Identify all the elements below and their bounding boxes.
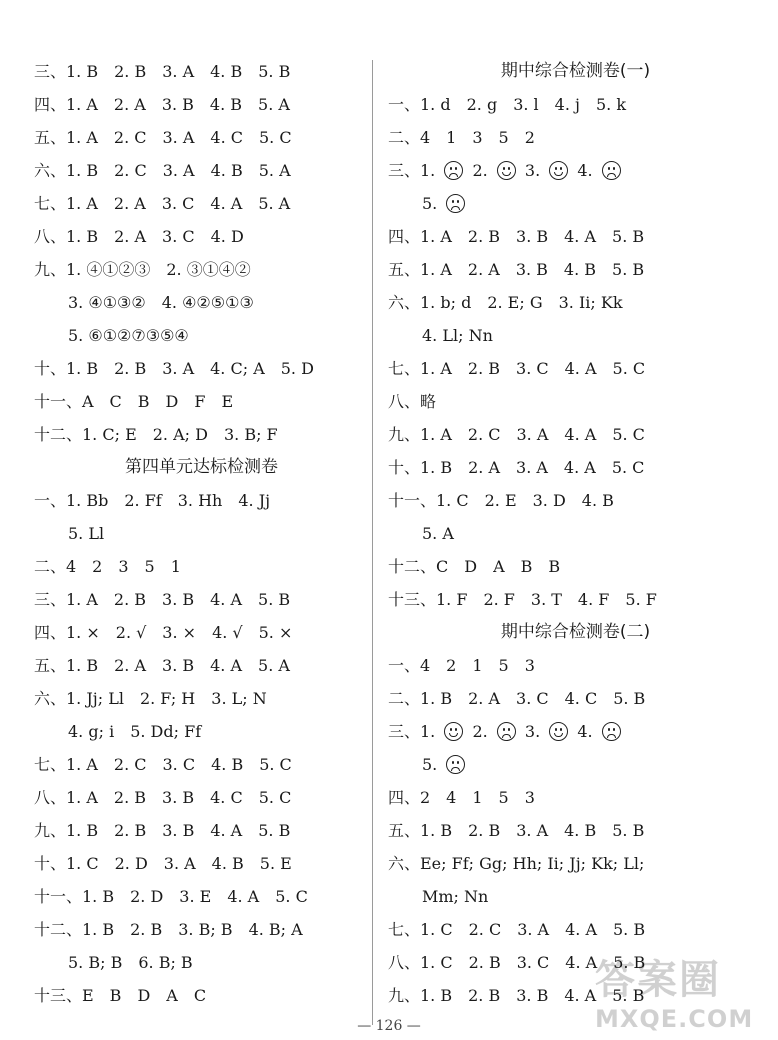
answer-line: 九、1. B 2. B 3. B 4. A 5. B bbox=[388, 986, 645, 1005]
answer-line: 一、4 2 1 5 3 bbox=[388, 656, 535, 675]
answer-line: 七、1. A 2. C 3. C 4. B 5. C bbox=[34, 755, 292, 774]
left-column bbox=[34, 55, 369, 1012]
answer-line: 5. A bbox=[422, 524, 454, 543]
item-number: 5. bbox=[422, 755, 438, 774]
item-number: 2. bbox=[472, 722, 488, 741]
answer-line: 十一、A C B D F E bbox=[34, 392, 234, 411]
answer-line: 四、2 4 1 5 3 bbox=[388, 788, 535, 807]
answer-line: 三、1. A 2. B 3. B 4. A 5. B bbox=[34, 590, 291, 609]
answer-line: 四、1. × 2. √ 3. × 4. √ 5. × bbox=[34, 623, 293, 642]
answer-line: 九、1. B 2. B 3. B 4. A 5. B bbox=[34, 821, 291, 840]
question-label: 三、1. bbox=[388, 722, 436, 741]
sad-face-icon bbox=[444, 161, 463, 180]
face-answer-line bbox=[388, 154, 763, 187]
watermark-logo bbox=[595, 948, 770, 1036]
answer-line: 二、1. B 2. A 3. C 4. C 5. B bbox=[388, 689, 646, 708]
answer-line: 5. ⑥①②⑦③⑤④ bbox=[68, 326, 189, 345]
item-number: 4. bbox=[577, 722, 593, 741]
answer-line: 十三、E B D A C bbox=[34, 986, 207, 1005]
answer-line: 五、1. B 2. B 3. A 4. B 5. B bbox=[388, 821, 645, 840]
answer-line: 七、1. A 2. A 3. C 4. A 5. A bbox=[34, 194, 291, 213]
section-title: 第四单元达标检测卷 bbox=[125, 457, 278, 477]
sad-face-icon bbox=[497, 722, 516, 741]
happy-face-icon bbox=[444, 722, 463, 741]
answer-line: 三、1. B 2. B 3. A 4. B 5. B bbox=[34, 62, 291, 81]
answer-line: 3. ④①③② 4. ④②⑤①③ bbox=[68, 293, 254, 312]
answer-line: 八、1. C 2. B 3. C 4. A 5. B bbox=[388, 953, 646, 972]
section-title: 期中综合检测卷(一) bbox=[500, 61, 651, 81]
sad-face-icon bbox=[446, 194, 465, 213]
sad-face-icon bbox=[446, 755, 465, 774]
answer-line: 十、1. C 2. D 3. A 4. B 5. E bbox=[34, 854, 292, 873]
face-answer-line bbox=[388, 748, 763, 781]
answer-line: 一、1. d 2. g 3. l 4. j 5. k bbox=[388, 95, 627, 114]
answer-line: 四、1. A 2. B 3. B 4. A 5. B bbox=[388, 227, 645, 246]
answer-line: 四、1. A 2. A 3. B 4. B 5. A bbox=[34, 95, 290, 114]
item-number: 2. bbox=[472, 161, 488, 180]
sad-face-icon bbox=[602, 161, 621, 180]
item-number: 4. bbox=[577, 161, 593, 180]
answer-line: 十一、1. C 2. E 3. D 4. B bbox=[388, 491, 614, 510]
answer-line: 五、1. B 2. A 3. B 4. A 5. A bbox=[34, 656, 290, 675]
answer-line: 十二、1. B 2. B 3. B; B 4. B; A bbox=[34, 920, 303, 939]
answer-line: 七、1. C 2. C 3. A 4. A 5. B bbox=[388, 920, 646, 939]
answer-line: 九、1. ④①②③ 2. ③①④② bbox=[34, 260, 251, 279]
face-answer-line bbox=[388, 187, 763, 220]
answer-line: 八、1. B 2. A 3. C 4. D bbox=[34, 227, 244, 246]
column-divider bbox=[372, 60, 373, 1025]
item-number: 3. bbox=[524, 722, 541, 741]
answer-line: 六、1. b; d 2. E; G 3. Ii; Kk bbox=[388, 293, 623, 312]
answer-line: 六、Ee; Ff; Gg; Hh; Ii; Jj; Kk; Ll; bbox=[388, 854, 645, 873]
item-number: 3. bbox=[524, 161, 541, 180]
happy-face-icon bbox=[549, 161, 568, 180]
answer-line: 九、1. A 2. C 3. A 4. A 5. C bbox=[388, 425, 645, 444]
answer-line: 4. g; i 5. Dd; Ff bbox=[68, 722, 202, 741]
answer-line: 六、1. Jj; Ll 2. F; H 3. L; N bbox=[34, 689, 267, 708]
answer-line: 八、1. A 2. B 3. B 4. C 5. C bbox=[34, 788, 292, 807]
answer-line: 一、1. Bb 2. Ff 3. Hh 4. Jj bbox=[34, 491, 271, 510]
watermark-url: MXQE.COM bbox=[595, 1005, 754, 1033]
watermark-text: 答案圈 bbox=[595, 957, 721, 1003]
answer-line: 十三、1. F 2. F 3. T 4. F 5. F bbox=[388, 590, 657, 609]
right-column bbox=[388, 55, 763, 1012]
answer-line: 十二、1. C; E 2. A; D 3. B; F bbox=[34, 425, 278, 444]
page-number: — 126 — bbox=[357, 1018, 421, 1034]
answer-line: 六、1. B 2. C 3. A 4. B 5. A bbox=[34, 161, 291, 180]
face-answer-line bbox=[388, 715, 763, 748]
answer-line: 七、1. A 2. B 3. C 4. A 5. C bbox=[388, 359, 646, 378]
answer-line: 5. Ll bbox=[68, 524, 105, 543]
answer-line: 5. B; B 6. B; B bbox=[68, 953, 193, 972]
answer-line: 4. Ll; Nn bbox=[422, 326, 493, 345]
section-title: 期中综合检测卷(二) bbox=[500, 622, 651, 642]
answer-line: Mm; Nn bbox=[422, 887, 489, 906]
answer-line: 十一、1. B 2. D 3. E 4. A 5. C bbox=[34, 887, 308, 906]
answer-line: 二、4 1 3 5 2 bbox=[388, 128, 535, 147]
question-label: 三、1. bbox=[388, 161, 436, 180]
answer-line: 十、1. B 2. A 3. A 4. A 5. C bbox=[388, 458, 645, 477]
answer-line: 八、略 bbox=[388, 392, 437, 411]
sad-face-icon bbox=[602, 722, 621, 741]
answer-line: 十、1. B 2. B 3. A 4. C; A 5. D bbox=[34, 359, 314, 378]
happy-face-icon bbox=[549, 722, 568, 741]
happy-face-icon bbox=[497, 161, 516, 180]
item-number: 5. bbox=[422, 194, 438, 213]
answer-line: 五、1. A 2. A 3. B 4. B 5. B bbox=[388, 260, 645, 279]
answer-line: 五、1. A 2. C 3. A 4. C 5. C bbox=[34, 128, 292, 147]
answer-line: 二、4 2 3 5 1 bbox=[34, 557, 181, 576]
answer-line: 十二、C D A B B bbox=[388, 557, 561, 576]
